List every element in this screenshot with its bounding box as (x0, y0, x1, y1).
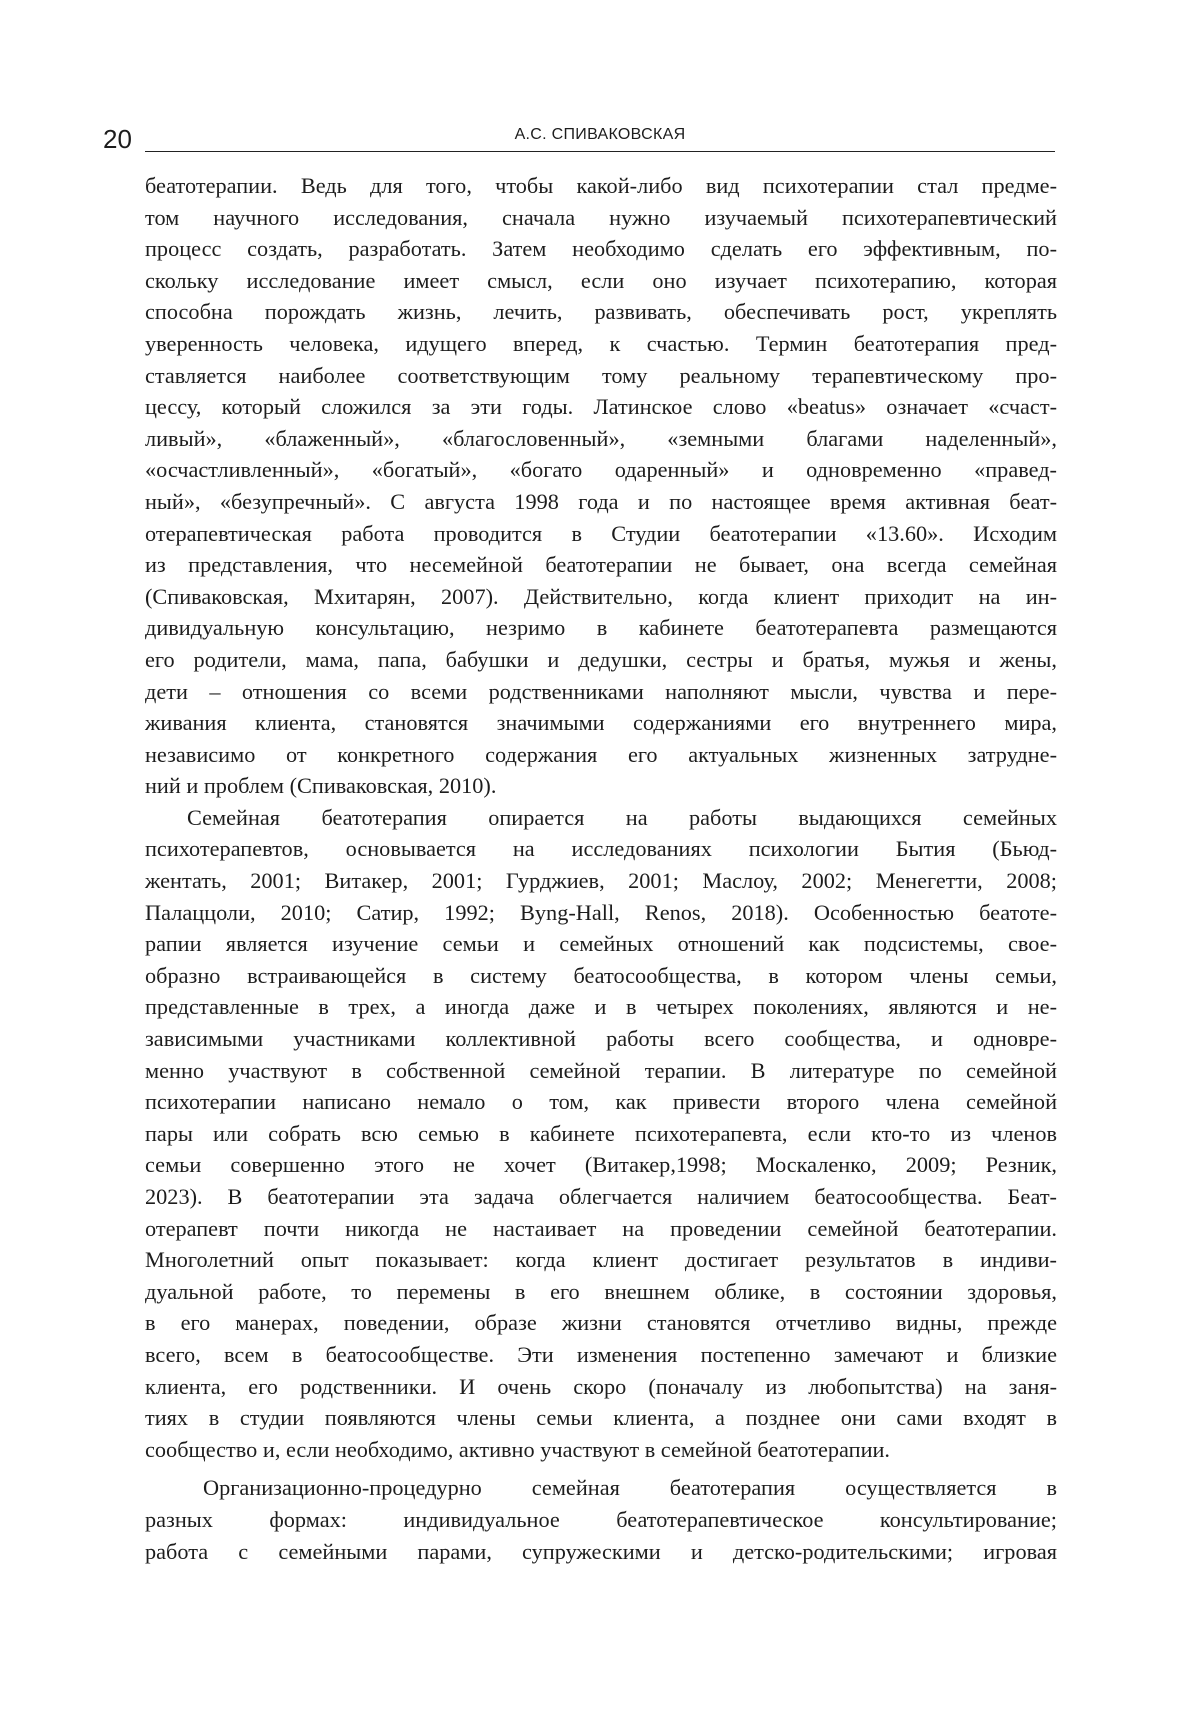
text-line: рапии является изучение семьи и семейных отношений как подсистемы, свое- (145, 931, 1057, 957)
text-line: психотерапевтов, основывается на исследованиях психологии Бытия (Бьюд- (145, 836, 1057, 862)
text-line: ставляется наиболее соответствующим тому реальному терапевтическому про- (145, 362, 1057, 388)
text-line: 2023). В беатотерапии эта задача облегчается наличием беатосообщества. Беат- (145, 1184, 1057, 1209)
text-line: семьи совершенно этого не хочет (Витакер,1998; Москаленко, 2009; Резник, (145, 1152, 1057, 1178)
text-line: тиях в студии появляются члены семьи клиента, а позднее они сами входят в (145, 1405, 1057, 1431)
text-line: уверенность человека, идущего вперед, к счастью. Термин беатотерапия пред- (145, 330, 1057, 356)
text-line: скольку исследование имеет смысл, если оно изучает психотерапию, которая (145, 267, 1057, 293)
body-text (145, 170, 1057, 1567)
text-line: зависимыми участниками коллективной работы всего сообщества, и одновре- (145, 1026, 1057, 1052)
text-line: дети – отношения со всеми родственниками наполняют мысли, чувства и пере- (145, 678, 1057, 704)
text-line: сообщество и, если необходимо, активно участвуют в семейной беатотерапии. (145, 1436, 891, 1462)
text-line: всего, всем в беатосообществе. Эти изменения постепенно замечают и близкие (145, 1341, 1057, 1367)
text-line: пары или собрать всю семью в кабинете психотерапевта, если кто-то из членов (145, 1120, 1057, 1146)
text-line: ливый», «блаженный», «благословенный», «земными благами наделенный», (145, 425, 1057, 451)
text-line: жентать, 2001; Витакер, 2001; Гурджиев, 2001; Маслоу, 2002; Менегетти, 2008; (145, 868, 1057, 894)
text-line: Организационно-процедурно семейная беатотерапия осуществляется в (203, 1475, 1057, 1501)
text-line: представленные в трех, а иногда даже и в четырех поколениях, являются и не- (145, 994, 1057, 1020)
page-number: 20 (103, 124, 132, 154)
text-line: отерапевт почти никогда не настаивает на проведении семейной беатотерапии. (145, 1215, 1057, 1241)
paragraph-1 (145, 170, 1057, 802)
text-line: разных формах: индивидуальное беатотерапевтическое консультирование; (145, 1506, 1057, 1532)
text-line: беатотерапии. Ведь для того, чтобы какой-либо вид психотерапии стал предме- (145, 173, 1057, 198)
text-line: работа с семейными парами, супружескими и детско-родительскими; игровая (145, 1538, 1057, 1564)
text-line: образно встраивающейся в систему беатосообщества, в котором члены семьи, (145, 962, 1057, 988)
text-line: дуальной работе, то перемены в его внешнем облике, в состоянии здоровья, (145, 1278, 1057, 1304)
text-line: дивидуальную консультацию, незримо в кабинете беатотерапевта размещаются (145, 615, 1057, 641)
text-line: цессу, который сложился за эти годы. Латинское слово «beatus» означает «счаст- (145, 394, 1057, 420)
text-line: Палаццоли, 2010; Сатир, 1992; Byng-Hall, Renos, 2018). Особенностью беатоте- (145, 899, 1057, 925)
text-line: живания клиента, становятся значимыми содержаниями его внутреннего мира, (145, 710, 1057, 736)
text-line: способна порождать жизнь, лечить, развивать, обеспечивать рост, укреплять (145, 299, 1057, 325)
text-line: Многолетний опыт показывает: когда клиент достигает результатов в индиви- (145, 1247, 1057, 1273)
text-line: (Спиваковская, Мхитарян, 2007). Действительно, когда клиент приходит на ин- (145, 583, 1057, 609)
text-line: клиента, его родственники. И очень скоро (поначалу из любопытства) на заня- (145, 1373, 1057, 1399)
text-line: его родители, мама, папа, бабушки и дедушки, сестры и братья, мужья и жены, (145, 646, 1057, 672)
text-line: в его манерах, поведении, образе жизни становятся отчетливо видны, прежде (145, 1310, 1057, 1336)
text-line: «осчастливленный», «богатый», «богато одаренный» и одновременно «правед- (145, 457, 1057, 483)
text-line: ный», «безупречный». С августа 1998 года и по настоящее время активная беат- (145, 488, 1057, 514)
paragraph-3 (145, 1472, 1057, 1567)
text-line: менно участвуют в собственной семейной терапии. В литературе по семейной (145, 1057, 1057, 1083)
header-rule (145, 151, 1055, 152)
text-line: из представления, что несемейной беатотерапии не бывает, она всегда семейная (145, 552, 1057, 578)
text-line: процесс создать, разработать. Затем необходимо сделать его эффективным, по- (145, 236, 1057, 262)
text-line: ний и проблем (Спиваковская, 2010). (145, 773, 497, 799)
text-line: независимо от конкретного содержания его актуальных жизненных затрудне- (145, 741, 1057, 767)
text-line: отерапевтическая работа проводится в Студии беатотерапии «13.60». Исходим (145, 520, 1057, 546)
text-line: Семейная беатотерапия опирается на работы выдающихся семейных (187, 804, 1057, 830)
running-head-author: А.С. СПИВАКОВСКАЯ (514, 126, 686, 143)
paragraph-2 (145, 802, 1057, 1465)
text-line: том научного исследования, сначала нужно изучаемый психотерапевтический (145, 204, 1057, 230)
text-line: психотерапии написано немало о том, как привести второго члена семейной (145, 1089, 1057, 1115)
